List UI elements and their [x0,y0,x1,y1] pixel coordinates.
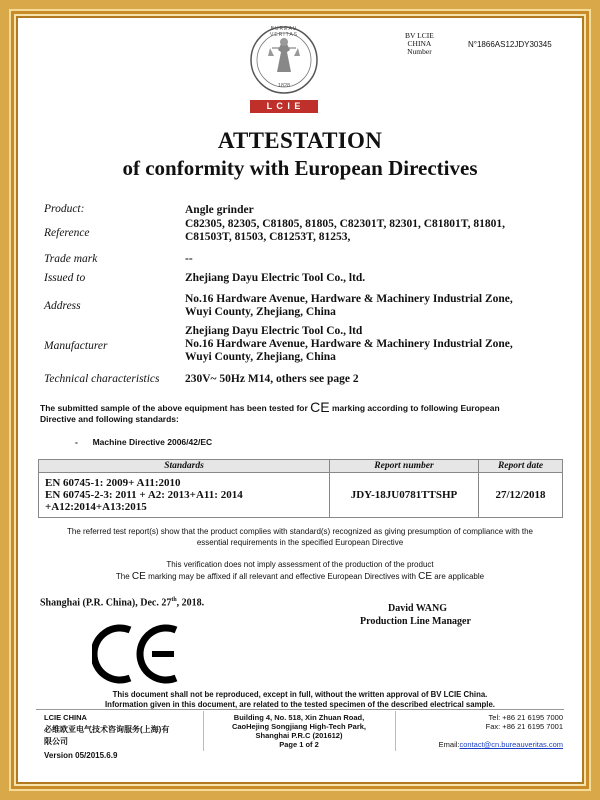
footer-address [206,713,392,749]
manufacturer-line: Wuyi County, Zhejiang, China [185,351,336,363]
signatory-role: Production Line Manager [360,616,471,627]
trademark-label: Trade mark [44,253,98,265]
compliance-text [0,526,600,548]
address-line: No.16 Hardware Avenue, Hardware & Machinery Industrial Zone, [185,293,513,305]
footer-tel: Tel: +86 21 6195 7000 [488,713,563,722]
statement-part1: The submitted sample of the above equipment has been tested for [40,403,308,413]
footer-company-cn2: 限公司 [44,737,68,746]
product-label: Product: [44,203,85,215]
footer-separator [395,711,396,751]
standard-line: EN 60745-2-3: 2011 + A2: 2013+A11: 2014 [45,489,243,501]
verification-line: This verification does not imply assessment of the production of the product [166,560,434,569]
report-number-cell: JDY-18JU0781TTSHP [330,473,479,518]
table-header-row [39,460,563,473]
header-standards: Standards [39,460,330,473]
footer-fax: Fax: +86 21 6195 7001 [485,722,563,731]
footer-address-line: Building 4, No. 518, Xin Zhuan Road, [233,713,365,722]
lcie-banner: L C I E [266,101,302,111]
affix-part3: are applicable [434,572,485,581]
org-line3: Number [407,47,432,56]
footer-separator [203,711,204,751]
footer-email-label: Email: [438,740,460,749]
ce-mark-icon [92,622,182,686]
title-attestation: ATTESTATION [217,128,383,153]
certificate-number: N°1866AS12JDY30345 [468,40,552,49]
org-line1: BV LCIE [405,31,434,40]
signatory-name: David WANG [388,603,447,614]
footer-version: Version 05/2015.6.9 [44,751,118,760]
ce-inline-icon: CE [310,399,330,415]
manufacturer-line: No.16 Hardware Avenue, Hardware & Machinery Industrial Zone, [185,338,513,350]
report-date-cell: 27/12/2018 [479,473,563,518]
standards-table [38,459,563,518]
place-date-main: Shanghai (P.R. China), Dec. 27 [40,597,172,609]
reference-value [185,218,505,244]
standard-line: EN 60745-1: 2009+ A11:2010 [45,477,181,489]
date-sup: th [171,597,177,603]
footer-address-line: CaoHejing Songjiang High-Tech Park, [231,722,367,731]
directive-item [75,437,212,447]
issued-label: Issued to [44,272,86,284]
footer-company-en: LCIE CHINA [44,713,87,722]
directive-dash: - [75,437,78,447]
title-subtitle: of conformity with European Directives [122,156,478,180]
footer-company-cn: 必维欧亚电气技术咨询服务(上海)有 [44,725,170,734]
verification-text [0,559,600,583]
trademark-value: -- [185,253,193,265]
bureau-veritas-logo [248,20,320,115]
logo-brand-text: BUREAU VERITAS [269,26,299,38]
ce-inline-icon: CE [418,571,433,582]
disclaimer-line1: This document shall not be reproduced, except in full, without the written approval of BV LCIE China. [112,690,488,699]
org-label [405,32,434,56]
footer-email-row [398,740,563,749]
footer-address-line: Shanghai P.R.C (201612) [255,731,343,740]
date-end: , 2018. [176,597,205,609]
footer-company [44,713,169,760]
disclaimer [0,690,600,709]
manufacturer-label: Manufacturer [44,340,108,352]
reference-label: Reference [44,227,90,239]
compliance-line1: The referred test report(s) show that the product complies with standard(s) recognized as giving presumption of compliance with the [67,527,533,536]
tech-label: Technical characteristics [44,373,160,385]
directive-name: Machine Directive 2006/42/EC [92,437,213,447]
address-value [185,293,513,319]
issued-value: Zhejiang Dayu Electric Tool Co., ltd. [185,272,366,284]
address-line: Wuyi County, Zhejiang, China [185,306,336,318]
product-value: Angle grinder [185,204,254,216]
table-row [39,473,563,518]
org-line2: CHINA [407,39,432,48]
disclaimer-line2: Information given in this document, are related to the tested specimen of the described electrical sample. [105,699,495,709]
logo-year: 1828 [277,83,291,89]
tested-statement [40,399,560,425]
reference-line: C81503T, 81503, C81253T, 81253, [185,231,351,243]
affix-line [0,571,600,583]
statement-part3: Directive and following standards: [40,414,179,424]
place-date [40,597,204,608]
manufacturer-line: Zhejiang Dayu Electric Tool Co., ltd [185,325,363,337]
ce-inline-icon: CE [131,571,146,582]
reference-line: C82305, 82305, C81805, 81805, C82301T, 82301, C81801T, 81801, [185,218,505,230]
footer-divider [36,709,564,710]
standard-line: +A12:2014+A13:2015 [45,501,147,513]
footer-contact [398,713,563,749]
header-report-number: Report number [330,460,479,473]
standards-cell [39,473,330,518]
manufacturer-value [185,325,513,364]
header-report-date: Report date [479,460,563,473]
affix-part1: The [115,572,130,581]
address-label: Address [44,300,81,312]
footer-page: Page 1 of 2 [279,740,319,749]
statement-part2: marking according to following European [332,403,500,413]
affix-part2: marking may be affixed if all relevant and effective European Directives with [148,572,416,581]
footer-email-link[interactable]: contact@cn.bureauveritas.com [459,740,563,749]
tech-value: 230V~ 50Hz M14, others see page 2 [185,373,359,385]
compliance-line2: essential requirements in the specified European Directive [196,538,404,547]
